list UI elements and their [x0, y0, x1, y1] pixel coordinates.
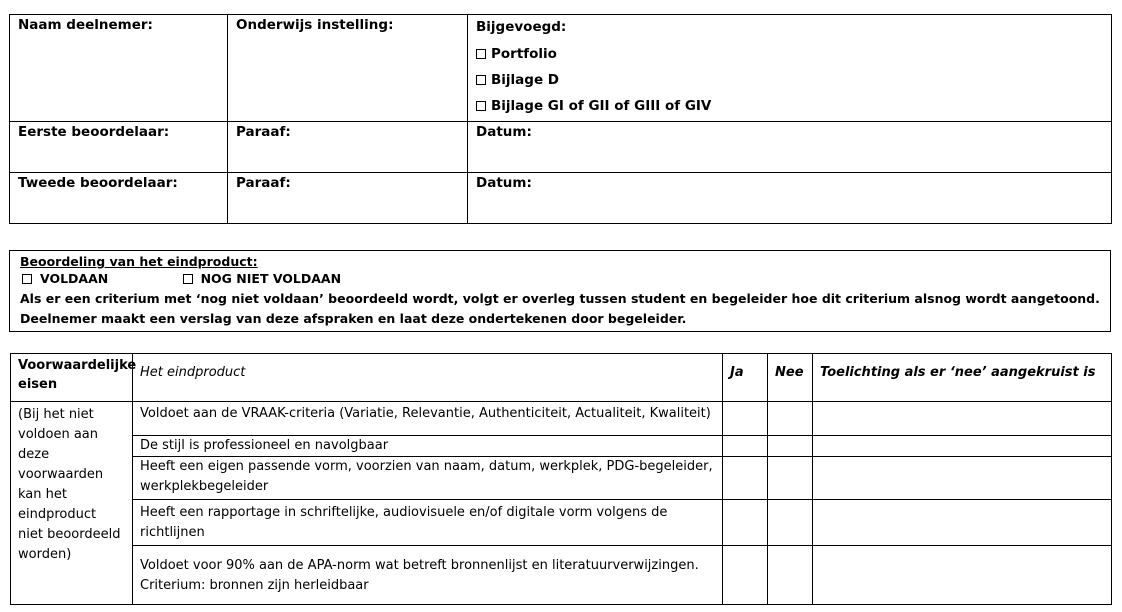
beoordeling-box [9, 250, 1111, 332]
naam-deelnemer-cell[interactable] [10, 15, 228, 122]
datum-1-label: Datum: [476, 124, 532, 140]
criterium-2: De stijl is professioneel en navolgbaar [133, 436, 723, 457]
checkbox-icon[interactable] [476, 49, 486, 59]
header-eindproduct: Het eindproduct [133, 354, 723, 402]
criterium-1-toelichting[interactable] [813, 402, 1112, 436]
option-voldaan-label: VOLDAAN [40, 271, 109, 286]
criterium-1: Voldoet aan de VRAAK-criteria (Variatie, Relevantie, Authenticiteit, Actualiteit, Kwaliteit) [133, 402, 723, 436]
participant-table [9, 14, 1112, 224]
header-toelichting: Toelichting als er ‘nee’ aangekruist is [813, 354, 1112, 402]
checkbox-icon[interactable] [476, 101, 486, 111]
onderwijs-instelling-label: Onderwijs instelling: [236, 17, 394, 33]
beoordeling-line-2: Deelnemer maakt een verslag van deze afspraken en laat deze ondertekenen door begeleider. [20, 311, 687, 326]
option-voldaan[interactable] [20, 269, 108, 289]
header-ja: Ja [723, 354, 768, 402]
criterium-1-ja[interactable] [723, 402, 768, 436]
criterium-5-nee[interactable] [768, 546, 813, 605]
beoordeling-line-1: Als er een criterium met ‘nog niet voldaan’ beoordeeld wordt, volgt er overleg tussen student en begeleider hoe dit criterium alsnog wordt aangetoond. [20, 291, 1100, 306]
checkbox-icon[interactable] [183, 274, 193, 284]
voorwaarden-note: (Bij het niet voldoen aan deze voorwaarden kan het eindproduct niet beoordeeld worden) [11, 402, 133, 605]
checkbox-bijlage-g[interactable] [476, 93, 1103, 119]
bijgevoegd-label: Bijgevoegd: [476, 19, 567, 35]
checkbox-bijlage-d-label: Bijlage D [491, 72, 560, 88]
option-nog-niet-voldaan[interactable] [183, 269, 341, 289]
onderwijs-instelling-cell[interactable] [228, 15, 468, 122]
criterium-1-nee[interactable] [768, 402, 813, 436]
criterium-3: Heeft een eigen passende vorm, voorzien van naam, datum, werkplek, PDG-begeleider, werkplekbegeleider [133, 457, 723, 500]
checkbox-icon[interactable] [476, 75, 486, 85]
naam-deelnemer-label: Naam deelnemer: [18, 17, 153, 33]
tweede-beoordelaar-label: Tweede beoordelaar: [18, 175, 178, 191]
header-nee: Nee [768, 354, 813, 402]
paraaf-2-cell[interactable] [228, 173, 468, 224]
checkbox-portfolio-label: Portfolio [491, 46, 557, 62]
criteria-table [10, 353, 1112, 605]
criterium-5-toelichting[interactable] [813, 546, 1112, 605]
criterium-2-nee[interactable] [768, 436, 813, 457]
bijgevoegd-cell [468, 15, 1112, 122]
paraaf-2-label: Paraaf: [236, 175, 291, 191]
checkbox-bijlage-d[interactable] [476, 67, 1103, 93]
criterium-2-toelichting[interactable] [813, 436, 1112, 457]
criterium-4-ja[interactable] [723, 500, 768, 546]
criterium-2-ja[interactable] [723, 436, 768, 457]
criterium-4-nee[interactable] [768, 500, 813, 546]
checkbox-icon[interactable] [22, 274, 32, 284]
beoordeling-options [20, 269, 1100, 289]
datum-2-label: Datum: [476, 175, 532, 191]
criterium-5: Voldoet voor 90% aan de APA-norm wat betreft bronnenlijst en literatuurverwijzingen. Criterium: bronnen zijn herleidbaar [133, 546, 723, 605]
header-eisen: Voorwaardelijke eisen [11, 354, 133, 402]
criterium-4-toelichting[interactable] [813, 500, 1112, 546]
datum-2-cell[interactable] [468, 173, 1112, 224]
option-nog-niet-voldaan-label: NOG NIET VOLDAAN [200, 271, 342, 286]
paraaf-1-label: Paraaf: [236, 124, 291, 140]
eerste-beoordelaar-cell[interactable] [10, 122, 228, 173]
checkbox-portfolio[interactable] [476, 41, 1103, 67]
criterium-3-ja[interactable] [723, 457, 768, 500]
criterium-3-toelichting[interactable] [813, 457, 1112, 500]
checkbox-bijlage-g-label: Bijlage GI of GII of GIII of GIV [491, 98, 712, 114]
tweede-beoordelaar-cell[interactable] [10, 173, 228, 224]
eerste-beoordelaar-label: Eerste beoordelaar: [18, 124, 170, 140]
criterium-5-ja[interactable] [723, 546, 768, 605]
criterium-3-nee[interactable] [768, 457, 813, 500]
paraaf-1-cell[interactable] [228, 122, 468, 173]
beoordeling-title: Beoordeling van het eindproduct: [20, 254, 258, 269]
criterium-4: Heeft een rapportage in schriftelijke, audiovisuele en/of digitale vorm volgens de richtlijnen [133, 500, 723, 546]
datum-1-cell[interactable] [468, 122, 1112, 173]
